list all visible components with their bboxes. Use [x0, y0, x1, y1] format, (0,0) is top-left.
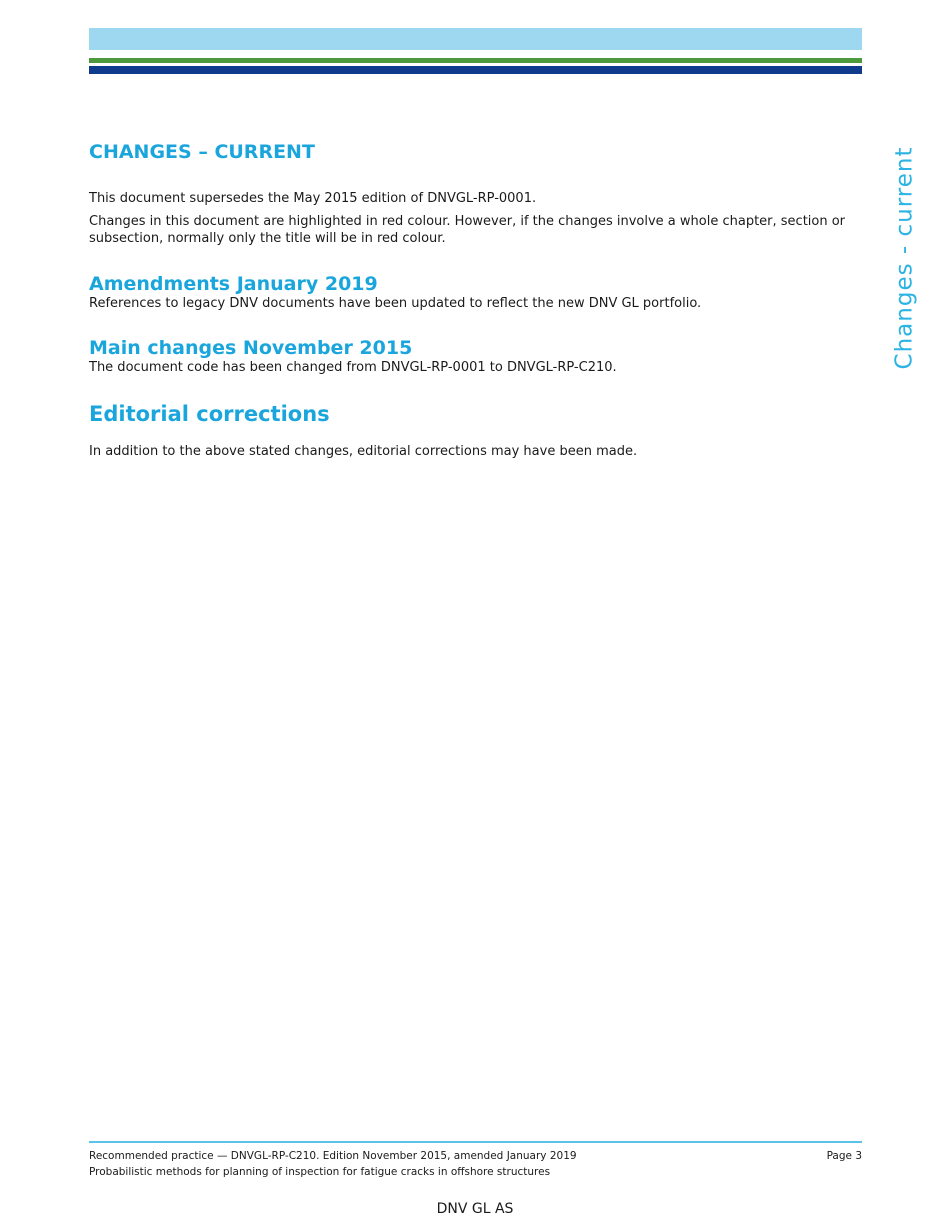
amendments-text: References to legacy DNV documents have been updated to reflect the new DNV GL portfolio.	[89, 296, 702, 311]
footer-document-title: Recommended practice — DNVGL-RP-C210. Edition November 2015, amended January 2019	[89, 1150, 577, 1162]
header-bar-navy	[89, 66, 862, 74]
main-changes-heading: Main changes November 2015	[89, 337, 413, 359]
header-bar-light-blue	[89, 28, 862, 50]
side-tab	[886, 145, 922, 371]
main-changes-text: The document code has been changed from DNVGL-RP-0001 to DNVGL-RP-C210.	[89, 360, 617, 375]
paragraph-supersedes: This document supersedes the May 2015 edition of DNVGL-RP-0001.	[89, 191, 537, 206]
amendments-heading: Amendments January 2019	[89, 273, 378, 295]
header-banner	[89, 28, 862, 74]
editorial-text: In addition to the above stated changes, editorial corrections may have been made.	[89, 444, 638, 459]
footer-document-subtitle: Probabilistic methods for planning of inspection for fatigue cracks in offshore structures	[89, 1166, 551, 1178]
page-content	[89, 140, 849, 460]
paragraph-highlight-note: Changes in this document are highlighted in red colour. However, if the changes involve a whole chapter, section or subsection, normally only the title will be in red colour.	[89, 214, 846, 246]
footer-page-number: Page 3	[826, 1150, 862, 1162]
page-title: CHANGES – CURRENT	[89, 141, 315, 163]
footer-company: DNV GL AS	[436, 1201, 514, 1217]
side-tab-label: Changes - current	[891, 146, 917, 370]
page-footer	[89, 1141, 862, 1180]
editorial-heading: Editorial corrections	[89, 402, 330, 426]
